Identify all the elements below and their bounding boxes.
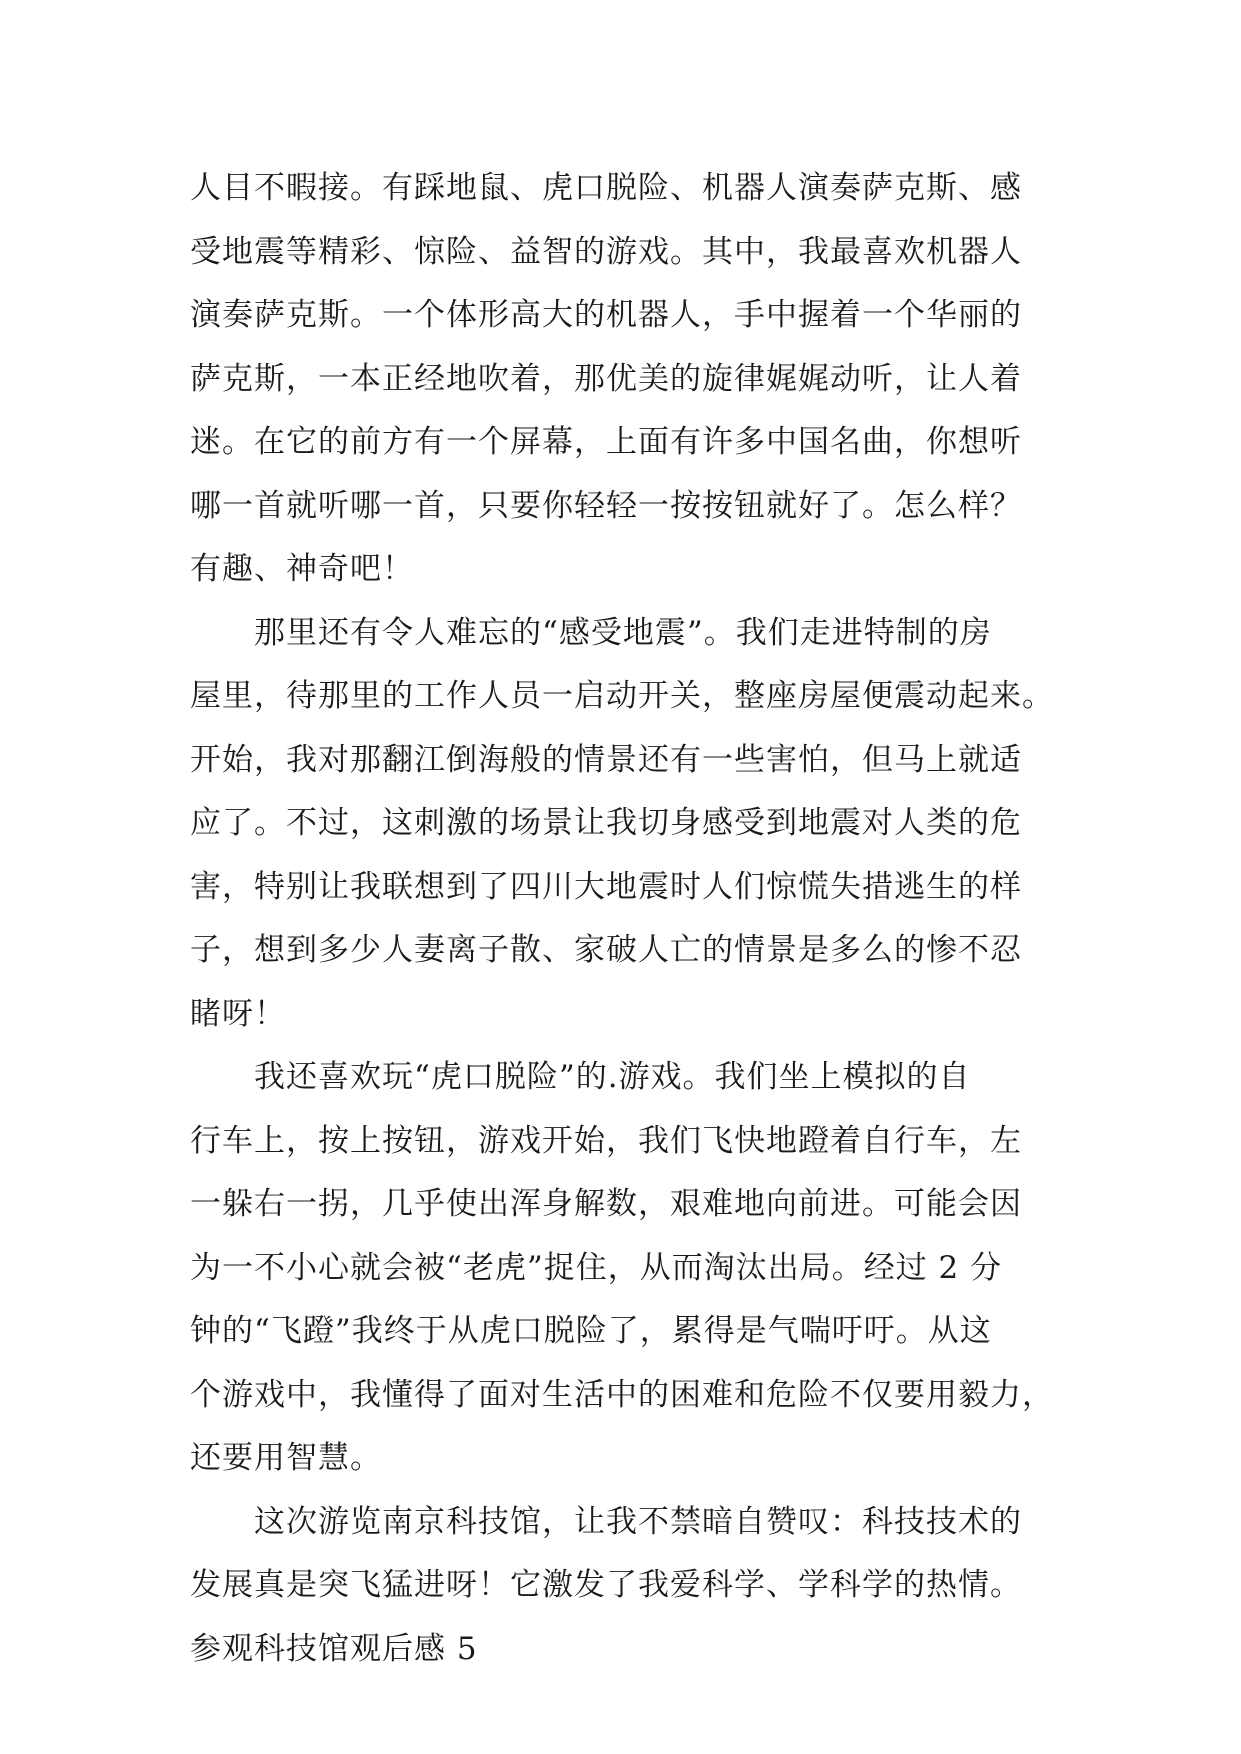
document-body bbox=[190, 157, 1070, 1681]
text-line: 发展真是突飞猛进呀！它激发了我爱科学、学科学的热情。 bbox=[190, 1567, 1022, 1603]
text-line: 这次游览南京科技馆，让我不禁暗自赞叹：科技技术的 bbox=[190, 1503, 1022, 1540]
text-line: 那里还有令人难忘的“感受地震”。我们走进特制的房 bbox=[190, 614, 992, 651]
text-line: 哪一首就听哪一首，只要你轻轻一按按钮就好了。怎么样？ bbox=[190, 487, 1022, 524]
text-line: 害，特别让我联想到了四川大地震时人们惊慌失措逃生的样 bbox=[190, 868, 1022, 905]
text-line: 受地震等精彩、惊险、益智的游戏。其中，我最喜欢机器人 bbox=[190, 233, 1022, 270]
text-line: 开始，我对那翻江倒海般的情景还有一些害怕，但马上就适 bbox=[190, 741, 1022, 778]
text-line: 屋里，待那里的工作人员一启动开关，整座房屋便震动起来。 bbox=[190, 678, 1054, 714]
text-line: 迷。在它的前方有一个屏幕，上面有许多中国名曲，你想听 bbox=[190, 424, 1022, 460]
text-line: 有趣、神奇吧！ bbox=[190, 551, 414, 587]
text-line: 睹呀！ bbox=[190, 995, 286, 1032]
text-line: 一躲右一拐，几乎使出浑身解数，艰难地向前进。可能会因 bbox=[190, 1186, 1022, 1222]
text-line: 还要用智慧。 bbox=[190, 1440, 382, 1476]
section-heading: 参观科技馆观后感 5 bbox=[190, 1630, 478, 1667]
text-line: 萨克斯，一本正经地吹着，那优美的旋律娓娓动听，让人着 bbox=[190, 360, 1022, 397]
text-line: 为一不小心就会被“老虎”捉住，从而淘汰出局。经过 2 分 bbox=[190, 1249, 1003, 1286]
text-line: 人目不暇接。有踩地鼠、虎口脱险、机器人演奏萨克斯、感 bbox=[190, 170, 1022, 206]
text-line: 钟的“飞蹬”我终于从虎口脱险了，累得是气喘吁吁。从这 bbox=[190, 1313, 992, 1349]
text-line: 我还喜欢玩“虎口脱险”的.游戏。我们坐上模拟的自 bbox=[190, 1059, 971, 1095]
text-line: 行车上，按上按钮，游戏开始，我们飞快地蹬着自行车，左 bbox=[190, 1122, 1022, 1159]
text-line: 个游戏中，我懂得了面对生活中的困难和危险不仅要用毅力， bbox=[190, 1376, 1054, 1413]
text-line: 应了。不过，这刺激的场景让我切身感受到地震对人类的危 bbox=[190, 805, 1022, 841]
text-line: 子，想到多少人妻离子散、家破人亡的情景是多么的惨不忍 bbox=[190, 932, 1022, 968]
text-line: 演奏萨克斯。一个体形高大的机器人，手中握着一个华丽的 bbox=[190, 297, 1022, 333]
